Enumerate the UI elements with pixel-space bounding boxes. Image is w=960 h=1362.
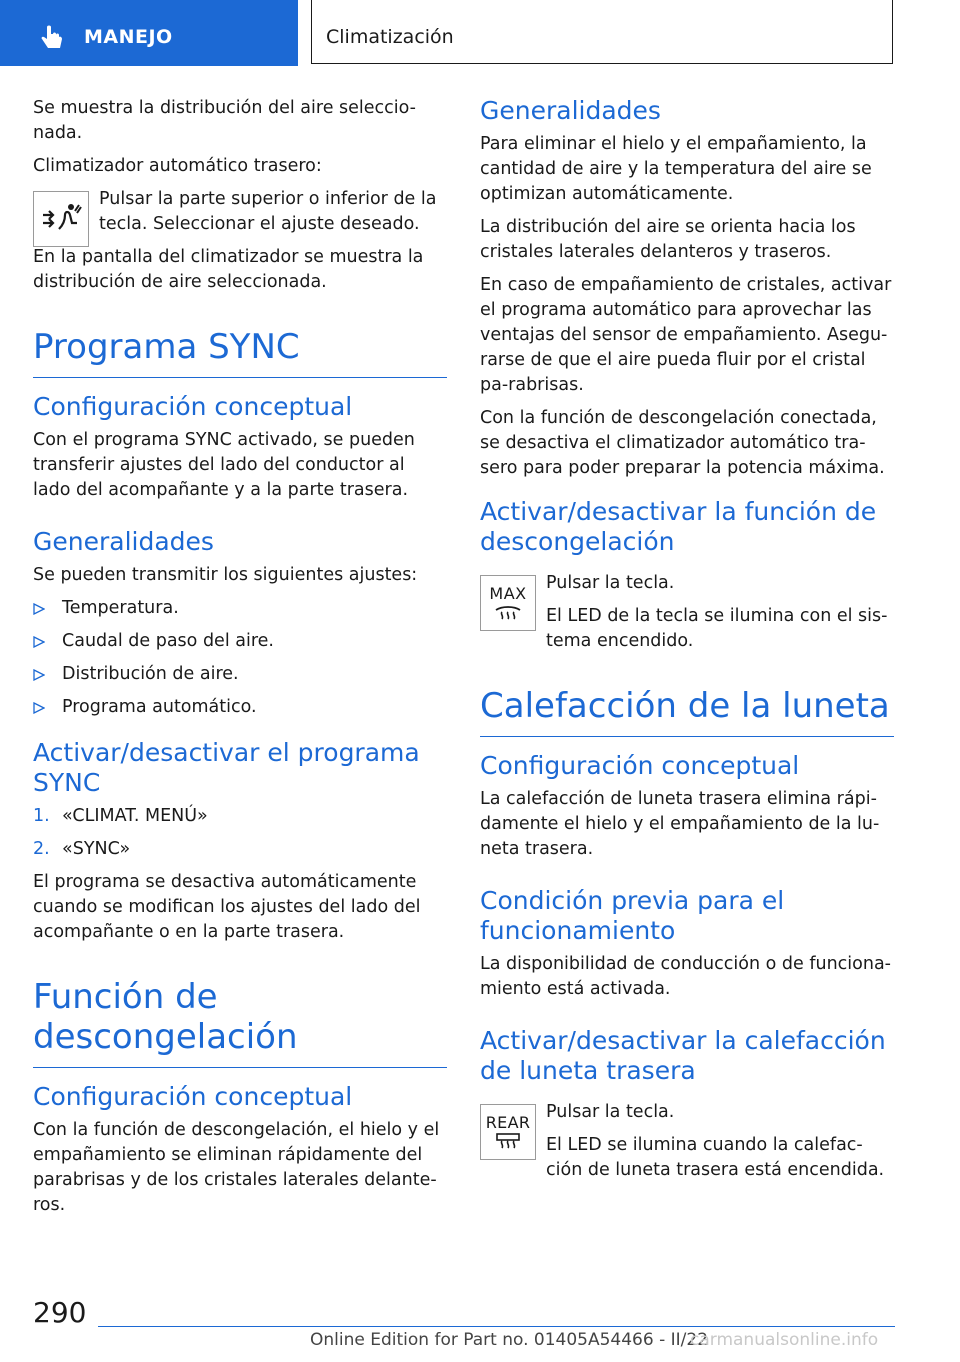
rear-icon-label: REAR	[485, 1112, 531, 1132]
paragraph: Con la función de descongelación, el hielo y el empañamiento se eliminan rápidamente del parabrisas y de los cristales laterales delante-ros.	[33, 1120, 440, 1215]
section-title: Climatización	[326, 26, 454, 48]
heading-rear-window: Calefacción de la luneta	[480, 686, 894, 737]
subheading: Generalidades	[33, 527, 214, 556]
air-distribution-button-icon	[33, 191, 89, 247]
max-defrost-instruction	[480, 571, 894, 662]
list-item: 2. «SYNC»	[33, 839, 131, 859]
page-number: 290	[33, 1296, 87, 1329]
watermark: carmanualsonline.info	[690, 1330, 879, 1350]
footer-divider	[98, 1326, 895, 1327]
instruction-text: Pulsar la tecla.	[546, 573, 675, 593]
subheading: Configuración conceptual	[480, 751, 800, 780]
max-button-icon	[480, 575, 536, 631]
page-header	[0, 0, 960, 66]
settings-list	[33, 596, 447, 720]
subheading: Activar/desactivar el programa SYNC	[33, 738, 420, 797]
subheading: Configuración conceptual	[33, 392, 353, 421]
hand-pointer-icon	[38, 24, 66, 52]
paragraph: El programa se desactiva automáticamente cuando se modifican los ajustes del lado del acompañante o en la parte trasera.	[33, 872, 421, 942]
triangle-bullet-icon	[33, 669, 45, 681]
paragraph: La disponibilidad de conducción o de funciona-miento está activada.	[480, 954, 891, 999]
list-item: Temperatura.	[33, 596, 447, 621]
right-column	[480, 96, 894, 1191]
instruction-text: Pulsar la parte superior o inferior de la tecla. Seleccionar el ajuste deseado.	[99, 189, 437, 234]
paragraph: Se pueden transmitir los siguientes ajustes:	[33, 565, 418, 585]
paragraph: En la pantalla del climatizador se muestra la distribución de aire seleccionada.	[33, 247, 424, 292]
paragraph: La calefacción de luneta trasera elimina rápi-damente el hielo y el empañamiento de la lu-neta trasera.	[480, 789, 880, 859]
subheading: Configuración conceptual	[33, 1082, 353, 1111]
instruction-text: Pulsar la tecla.	[546, 1102, 675, 1122]
instruction-text: El LED se ilumina cuando la calefac-ción de luneta trasera está encendida.	[546, 1135, 885, 1180]
chapter-label: MANEJO	[84, 26, 173, 48]
list-item: Caudal de paso del aire.	[33, 629, 447, 654]
triangle-bullet-icon	[33, 702, 45, 714]
triangle-bullet-icon	[33, 603, 45, 615]
chapter-tab[interactable]	[0, 0, 298, 66]
list-item: 1. «CLIMAT. MENÚ»	[33, 806, 208, 826]
rear-window-heating-icon	[493, 1131, 523, 1151]
instruction-text: El LED de la tecla se ilumina con el sis-tema encendido.	[546, 606, 888, 651]
paragraph: La distribución del aire se orienta hacia los cristales laterales delanteros y traseros.	[480, 217, 856, 262]
paragraph: Se muestra la distribución del aire seleccio-nada.	[33, 98, 416, 143]
paragraph: Con el programa SYNC activado, se pueden transferir ajustes del lado del conductor al lado del acompañante y a la parte trasera.	[33, 430, 415, 500]
triangle-bullet-icon	[33, 636, 45, 648]
subheading: Condición previa para el funcionamiento	[480, 886, 785, 945]
air-distribution-instruction	[33, 187, 447, 247]
rear-heating-instruction	[480, 1100, 894, 1191]
subheading: Activar/desactivar la función de descongelación	[480, 497, 877, 556]
rear-button-icon	[480, 1104, 536, 1160]
subheading: Activar/desactivar la calefacción de luneta trasera	[480, 1026, 886, 1085]
paragraph: Para eliminar el hielo y el empañamiento, la cantidad de aire y la temperatura del aire se optimizan automáticamente.	[480, 134, 872, 204]
edition-text: Online Edition for Part no. 01405A54466 - II/22	[310, 1330, 709, 1350]
heading-sync: Programa SYNC	[33, 327, 447, 378]
list-item: Programa automático.	[33, 695, 447, 720]
list-item: Distribución de aire.	[33, 662, 447, 687]
windshield-defrost-icon	[493, 602, 523, 622]
paragraph: En caso de empañamiento de cristales, activar el programa automático para aprovechar las ventajas del sensor de empañamiento. Asegu-rarse de que el aire pueda fluir por el cristal pa-rabrisas.	[480, 275, 892, 395]
section-title-box	[311, 0, 893, 64]
subheading: Generalidades	[480, 96, 661, 125]
left-column	[33, 96, 447, 1226]
heading-defrost: Función de descongelación	[33, 977, 447, 1068]
paragraph: Climatizador automático trasero:	[33, 156, 322, 176]
steps-list	[33, 804, 447, 862]
air-distribution-icon	[39, 199, 83, 239]
max-icon-label: MAX	[489, 583, 527, 603]
paragraph: Con la función de descongelación conectada, se desactiva el climatizador automático tra-sero para poder preparar la potencia máxima.	[480, 408, 885, 478]
